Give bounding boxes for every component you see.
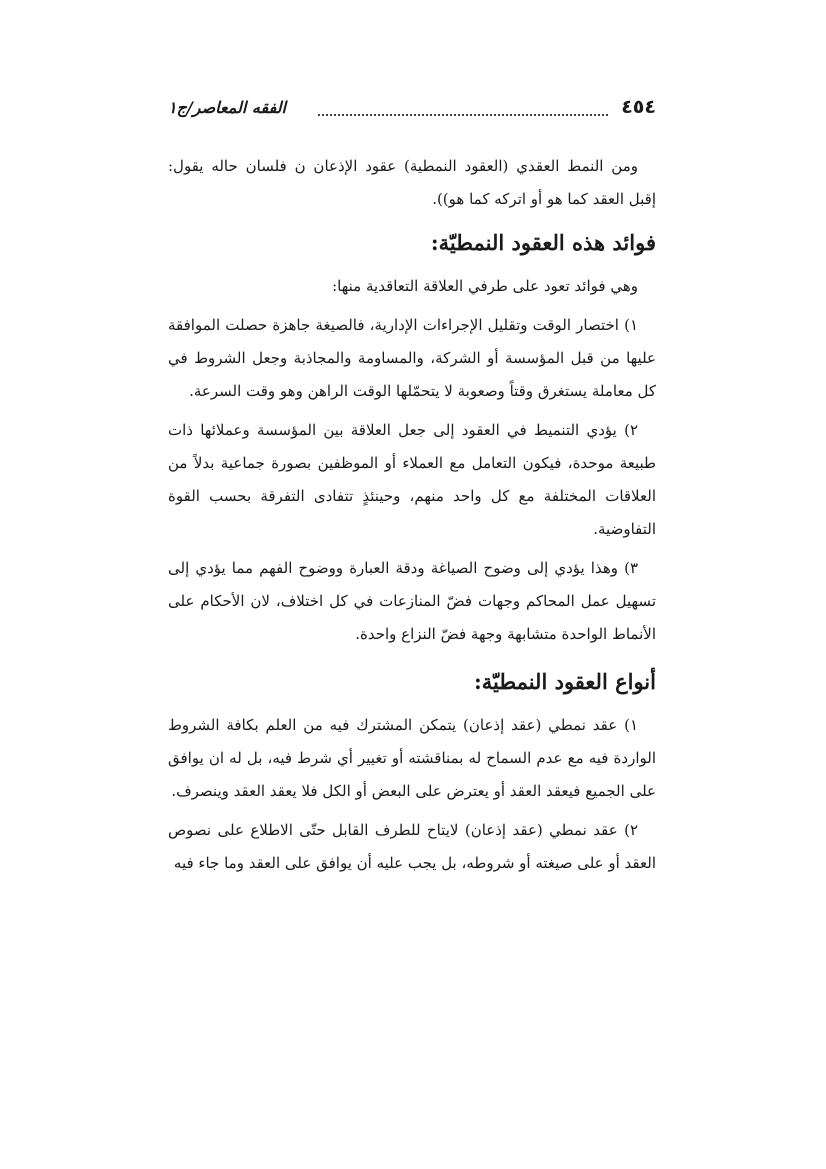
benefit-item-3: ٣) وهذا يؤدي إلى وضوح الصياغة ودقة العبارة ووضوح الفهم مما يؤدي إلى تسهيل عمل المحاكم وجهات فضّ المنازعات في كل اختلاف، لان الأحكام على الأنماط الواحدة متشابهة وجهة فضّ النزاع واحدة. bbox=[168, 559, 656, 643]
intro-paragraph: ومن النمط العقدي (العقود النمطية) عقود الإذعان ن فلسان حاله يقول: إقبل العقد كما هو أو اتركه كما هو)). bbox=[168, 157, 656, 208]
section-heading-types: أنواع العقود النمطيّة: bbox=[474, 669, 656, 694]
benefit-item-2: ٢) يؤدي التنميط في العقود إلى جعل العلاقة بين المؤسسة وعملائها ذات طبيعة موحدة، فيكون التعامل مع العملاء أو الموظفين بصورة جماعية بدلاً من العلاقات المختلفة مع كل واحد منهم، وحينئذٍ تتفادى التفرقة بحسب القوة التفاوضية. bbox=[168, 421, 656, 538]
page-body bbox=[168, 150, 656, 886]
page-number: ٤٥٤ bbox=[621, 96, 656, 118]
running-title: الفقه المعاصر/ج١ bbox=[168, 98, 286, 117]
type-item-2: ٢) عقد نمطي (عقد إذعان) لايتاح للطرف القابل حتّى الاطلاع على نصوص العقد أو على صيغته أو شروطه، بل يجب عليه أن يوافق على العقد وما جاء فيه bbox=[168, 821, 656, 872]
benefits-lead-paragraph: وهي فوائد تعود على طرفي العلاقة التعاقدية منها: bbox=[332, 277, 638, 295]
section-heading-benefits: فوائد هذه العقود النمطيّة: bbox=[430, 230, 656, 255]
type-item-1: ١) عقد نمطي (عقد إذعان) يتمكن المشترك فيه من العلم بكافة الشروط الواردة فيه مع عدم السماح له بمناقشته أو تغيير أي شرط فيه، بل له ان يوافق على الجميع فيعقد العقد أو يعترض على البعض أو الكل فلا يعقد العقد وينصرف. bbox=[168, 716, 656, 800]
benefit-item-1: ١) اختصار الوقت وتقليل الإجراءات الإدارية، فالصيغة جاهزة حصلت الموافقة عليها من قبل المؤسسة أو الشركة، والمساومة والمجاذبة وجعل الشروط في كل معاملة يستغرق وقتاً وصعوبة لا يتحمّلها الوقت الراهن وهو وقت السرعة. bbox=[168, 316, 656, 400]
header-dotted-leader bbox=[318, 114, 608, 116]
page-header bbox=[168, 96, 656, 126]
